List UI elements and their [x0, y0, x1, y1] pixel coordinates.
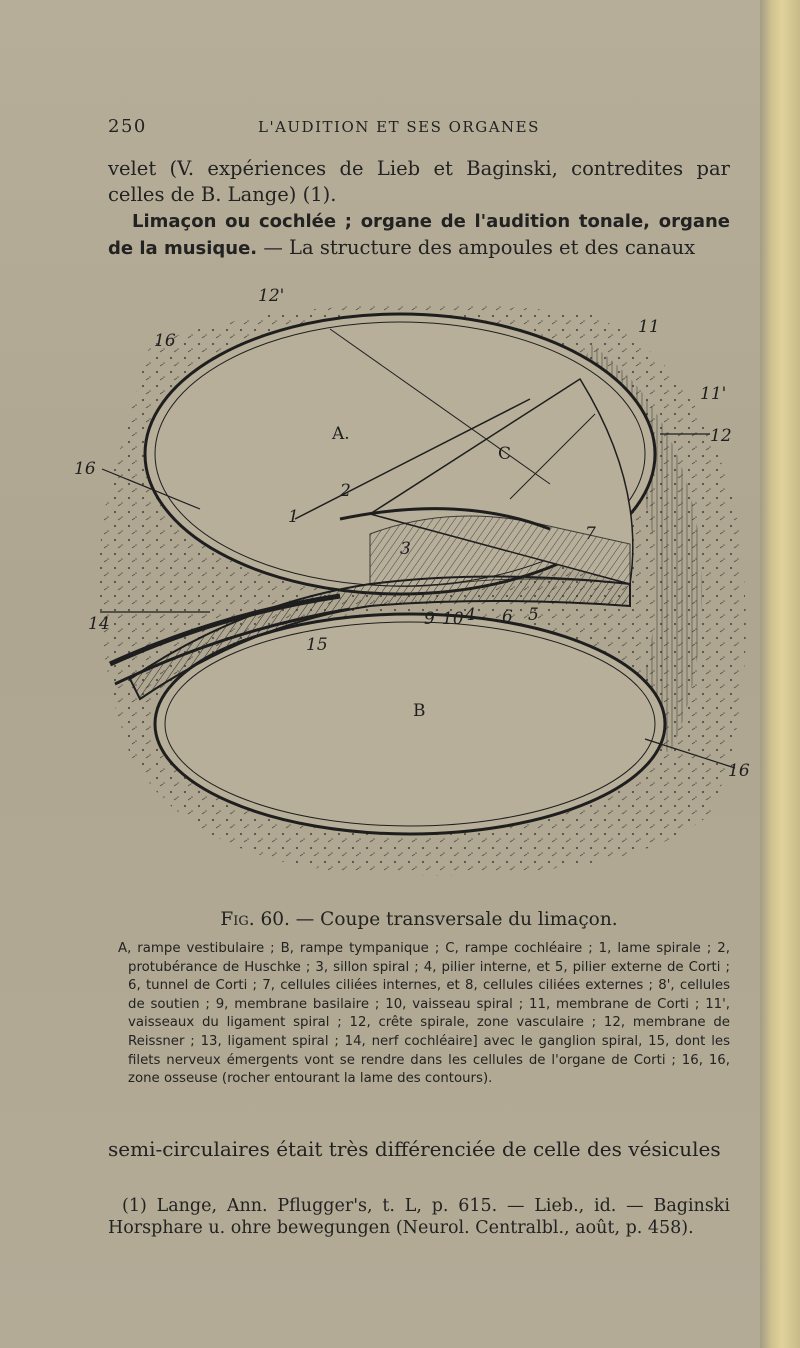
label-6: 6 — [502, 607, 513, 627]
figure-caption-title — [108, 909, 730, 930]
section-heading: Limaçon ou cochlée ; organe de l'audition tonale, organe de la musique. — [108, 211, 730, 259]
label-15: 15 — [306, 635, 328, 655]
label-7: 7 — [585, 524, 596, 544]
page-header — [108, 116, 728, 140]
label-C: C — [498, 444, 512, 464]
label-12: 12 — [710, 426, 732, 446]
page-number: 250 — [108, 116, 147, 137]
paragraph-2-text: — La structure des ampoules et des canaux — [257, 236, 696, 259]
cochlea-illustration — [70, 284, 760, 894]
label-11-prime: 11' — [700, 384, 727, 404]
running-title: L'AUDITION ET SES ORGANES — [258, 118, 540, 136]
label-B: B — [413, 701, 426, 721]
label-A: A. — [332, 424, 350, 444]
label-5: 5 — [528, 605, 539, 625]
label-16-left: 16 — [74, 459, 96, 479]
label-10: 10 — [442, 609, 464, 629]
figure-title: — Coupe transversale du limaçon. — [289, 909, 618, 930]
footnote: (1) Lange, Ann. Pflugger's, t. L, p. 615. — Lieb., id. — Baginski Horsphare u. ohre bewegungen (Neurol. Centralbl., août, p. 458). — [108, 1196, 730, 1238]
label-4: 4 — [465, 605, 476, 625]
figure-legend: A, rampe vestibulaire ; B, rampe tympanique ; C, rampe cochléaire ; 1, lame spirale ; 2, protubérance de Huschke ; 3, sillon spiral ; 4, pilier interne, et 5, pilier externe de Corti ; 6, tunnel de Corti ; 7, cellules ciliées internes, et 8, cellules ciliées externes ; 8', cellules de soutien ; 9, membrane basilaire ; 10, vaisseau spiral ; 11, membrane de Corti ; 11', vaisseaux du ligament spiral ; 12, crête spirale, zone vasculaire ; 12, membrane de Reissner ; 13, ligament spiral ; 14, nerf cochléaire] avec le ganglion spiral, 15, dont les filets nerveux émergents vont se rendre dans les cellules de l'organe de Corti ; 16, 16, zone osseuse (rocher entourant la lame des contours). — [118, 941, 730, 1087]
cochlea-figure — [70, 284, 760, 894]
label-9: 9 — [424, 609, 435, 629]
label-3: 3 — [400, 539, 411, 559]
label-16-right: 16 — [728, 761, 750, 781]
label-1: 1 — [288, 507, 299, 527]
page-edge — [760, 0, 800, 1348]
paragraph-1: velet (V. expériences de Lieb et Baginski, contredites par celles de B. Lange) (1). — [108, 157, 730, 206]
label-12-prime: 12' — [258, 286, 285, 306]
label-2: 2 — [340, 481, 351, 501]
paragraph-2 — [108, 208, 730, 262]
label-14: 14 — [88, 614, 110, 634]
figure-number: Fig. 60. — [220, 909, 290, 930]
label-11: 11 — [638, 317, 660, 337]
label-16-top: 16 — [154, 331, 176, 351]
paragraph-3: semi-circulaires était très différenciée de celle des vésicules — [108, 1137, 721, 1161]
